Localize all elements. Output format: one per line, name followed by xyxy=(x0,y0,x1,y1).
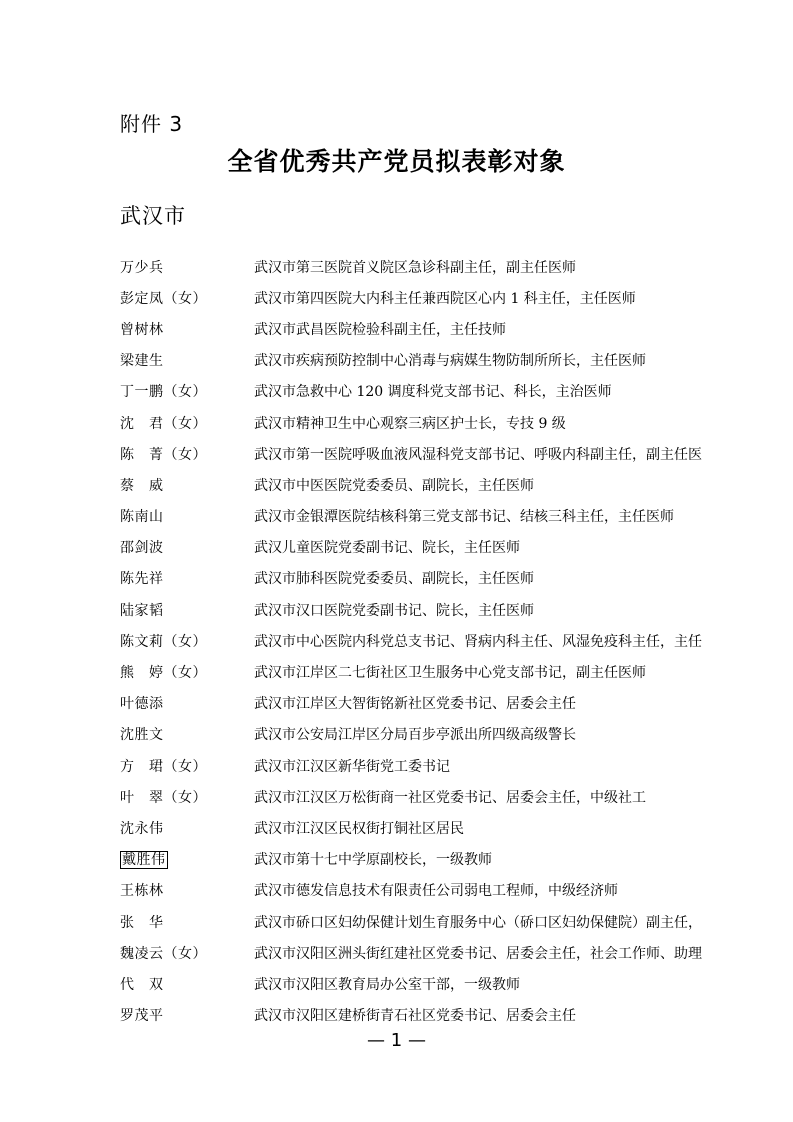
list-item xyxy=(120,563,720,594)
entry-name: 陈南山 xyxy=(120,509,164,526)
list-item xyxy=(120,532,720,563)
entry-description: 武汉市江汉区新华街党工委书记 xyxy=(254,758,450,775)
document-title: 全省优秀共产党员拟表彰对象 xyxy=(227,147,566,176)
entry-name: 陆家韬 xyxy=(120,602,164,619)
entry-description: 武汉市江汉区万松街商一社区党委书记、居委会主任，中级社工 xyxy=(254,789,646,806)
entry-description: 武汉市江岸区大智街铭新社区党委书记、居委会主任 xyxy=(254,696,576,713)
list-item xyxy=(120,313,720,344)
entry-description: 武汉市金银潭医院结核科第三党支部书记、结核三科主任，主任医师 xyxy=(254,509,674,526)
list-item xyxy=(120,937,720,968)
section-title: 武汉市 xyxy=(120,204,186,228)
entry-description: 武汉市汉阳区洲头街红建社区党委书记、居委会主任，社会工作师、助理 xyxy=(254,945,702,962)
entry-description: 武汉市德发信息技术有限责任公司弱电工程师，中级经济师 xyxy=(254,883,618,900)
list-item xyxy=(120,781,720,812)
entry-list xyxy=(120,251,720,1031)
list-item xyxy=(120,251,720,282)
entry-name: 沈胜文 xyxy=(120,727,164,744)
page-number: — 1 — xyxy=(367,1030,426,1051)
list-item xyxy=(120,407,720,438)
list-item xyxy=(120,345,720,376)
entry-name: 代 双 xyxy=(120,976,164,993)
entry-description: 武汉市汉阳区建桥街青石社区党委书记、居委会主任 xyxy=(254,1008,576,1025)
entry-description: 武汉市公安局江岸区分局百步亭派出所四级高级警长 xyxy=(254,727,576,744)
list-item xyxy=(120,625,720,656)
list-item xyxy=(120,594,720,625)
entry-name xyxy=(120,849,254,869)
list-item xyxy=(120,968,720,999)
entry-description: 武汉市第四医院大内科主任兼西院区心内 1 科主任，主任医师 xyxy=(254,290,636,307)
list-item xyxy=(120,844,720,875)
entry-description: 武汉市中医医院党委委员、副院长，主任医师 xyxy=(254,477,534,494)
list-item xyxy=(120,812,720,843)
entry-description: 武汉市江汉区民权街打铜社区居民 xyxy=(254,820,464,837)
list-item xyxy=(120,656,720,687)
entry-description: 武汉市第三医院首义院区急诊科副主任，副主任医师 xyxy=(254,259,576,276)
entry-name: 叶德添 xyxy=(120,696,164,713)
list-item xyxy=(120,875,720,906)
entry-description: 武汉市疾病预防控制中心消毒与病媒生物防制所所长，主任医师 xyxy=(254,353,646,370)
entry-description: 武汉市急救中心 120 调度科党支部书记、科长，主治医师 xyxy=(254,384,612,401)
entry-name: 方 珺（女） xyxy=(120,758,207,775)
entry-name-highlighted: 戴胜伟 xyxy=(122,852,166,869)
entry-name: 沈永伟 xyxy=(120,820,164,837)
list-item xyxy=(120,1000,720,1031)
entry-name: 叶 翠（女） xyxy=(120,789,207,806)
entry-name: 彭定凤（女） xyxy=(120,290,207,307)
entry-name: 王栋林 xyxy=(120,883,164,900)
list-item xyxy=(120,282,720,313)
list-item xyxy=(120,688,720,719)
entry-name: 邵剑波 xyxy=(120,540,164,557)
entry-description: 武汉市中心医院内科党总支书记、肾病内科主任、风湿免疫科主任，主任 xyxy=(254,633,702,650)
list-item xyxy=(120,376,720,407)
entry-name: 熊 婷（女） xyxy=(120,665,207,682)
entry-name: 万少兵 xyxy=(120,259,164,276)
entry-description: 武汉市肺科医院党委委员、副院长，主任医师 xyxy=(254,571,534,588)
entry-name: 梁建生 xyxy=(120,353,164,370)
entry-description: 武汉市武昌医院检验科副主任，主任技师 xyxy=(254,321,506,338)
entry-name: 曾树林 xyxy=(120,321,164,338)
entry-description: 武汉市精神卫生中心观察三病区护士长，专技 9 级 xyxy=(254,415,566,432)
entry-name: 陈 菁（女） xyxy=(120,446,207,463)
entry-description: 武汉市硚口区妇幼保健计划生育服务中心（硚口区妇幼保健院）副主任， xyxy=(254,914,702,931)
entry-description: 武汉市汉口医院党委副书记、院长，主任医师 xyxy=(254,602,534,619)
attachment-label: 附件 3 xyxy=(120,112,184,136)
list-item xyxy=(120,438,720,469)
entry-name: 张 华 xyxy=(120,914,164,931)
entry-description: 武汉市江岸区二七街社区卫生服务中心党支部书记，副主任医师 xyxy=(254,665,646,682)
entry-name: 魏凌云（女） xyxy=(120,945,207,962)
entry-name: 蔡 威 xyxy=(120,477,164,494)
entry-description: 武汉市第一医院呼吸血液风湿科党支部书记、呼吸内科副主任，副主任医 xyxy=(254,446,702,463)
entry-name: 丁一鹏（女） xyxy=(120,384,207,401)
list-item xyxy=(120,906,720,937)
entry-name: 罗茂平 xyxy=(120,1008,164,1025)
list-item xyxy=(120,719,720,750)
entry-name: 陈先祥 xyxy=(120,571,164,588)
list-item xyxy=(120,501,720,532)
entry-name: 陈文莉（女） xyxy=(120,633,207,650)
list-item xyxy=(120,750,720,781)
entry-description: 武汉儿童医院党委副书记、院长，主任医师 xyxy=(254,540,520,557)
entry-description: 武汉市第十七中学原副校长，一级教师 xyxy=(254,852,492,869)
list-item xyxy=(120,469,720,500)
entry-name: 沈 君（女） xyxy=(120,415,207,432)
entry-description: 武汉市汉阳区教育局办公室干部，一级教师 xyxy=(254,976,520,993)
